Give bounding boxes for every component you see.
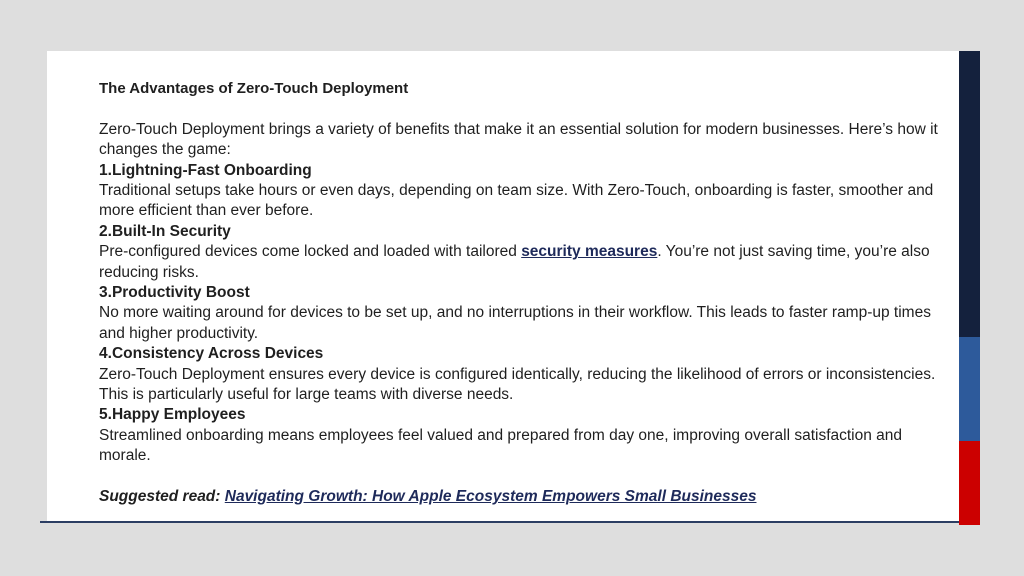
security-measures-link[interactable]: security measures xyxy=(521,243,658,261)
item-heading-text: Productivity Boost xyxy=(111,284,250,302)
item-text-consistency: Zero-Touch Deployment ensures every device is configured identically, reducing the likelihood of errors or inconsistencies. This is particularly useful for large teams with diverse needs. xyxy=(99,365,936,404)
item-heading-text: Lightning-Fast Onboarding xyxy=(111,161,312,179)
item-text-onboarding: Traditional setups take hours or even days, depending on team size. With Zero-Touch, onboarding is faster, smoother and more efficient than ever before. xyxy=(99,182,934,220)
spacer xyxy=(99,467,939,487)
accent-bar-navy xyxy=(959,51,980,337)
page-title: The Advantages of Zero-Touch Deployment xyxy=(99,80,409,97)
intro-paragraph: Zero-Touch Deployment brings a variety of benefits that make it an essential solution for modern businesses. Here’s how it changes the game: xyxy=(99,120,938,159)
item-number: 1. xyxy=(99,161,112,179)
item-heading-text: Built-In Security xyxy=(111,222,231,240)
item-number: 5. xyxy=(99,406,112,424)
item-text-productivity: No more waiting around for devices to be set up, and no interruptions in their workflow. This leads to faster ramp-up times and higher productivity. xyxy=(99,304,931,342)
suggested-read-label: Suggested read: xyxy=(99,488,225,506)
item-heading-productivity xyxy=(99,283,939,303)
item-heading-text: Consistency Across Devices xyxy=(111,345,324,363)
item-heading-consistency xyxy=(99,344,939,364)
accent-bar-red xyxy=(959,441,980,525)
item-text-happy-employees: Streamlined onboarding means employees feel valued and prepared from day one, improving overall satisfaction and morale. xyxy=(99,426,903,465)
slide-page xyxy=(47,51,960,521)
item-heading-onboarding xyxy=(99,161,939,181)
item-heading-happy-employees xyxy=(99,405,939,425)
item-text-security xyxy=(99,242,939,283)
item-text-after: . You’re not just saving time, you’re also reducing risks. xyxy=(99,243,930,281)
suggested-read-link[interactable]: Navigating Growth: How Apple Ecosystem Empowers Small Businesses xyxy=(224,488,757,506)
item-text-before: Pre-configured devices come locked and loaded with tailored xyxy=(99,243,522,261)
bottom-divider xyxy=(40,521,960,523)
spacer xyxy=(99,99,939,119)
item-number: 2. xyxy=(99,222,112,240)
item-number: 3. xyxy=(99,284,112,302)
article-body xyxy=(99,79,939,508)
accent-bar-blue xyxy=(959,337,980,441)
suggested-read xyxy=(99,487,939,507)
item-number: 4. xyxy=(99,345,112,363)
item-heading-security xyxy=(99,222,939,242)
item-heading-text: Happy Employees xyxy=(111,406,246,424)
